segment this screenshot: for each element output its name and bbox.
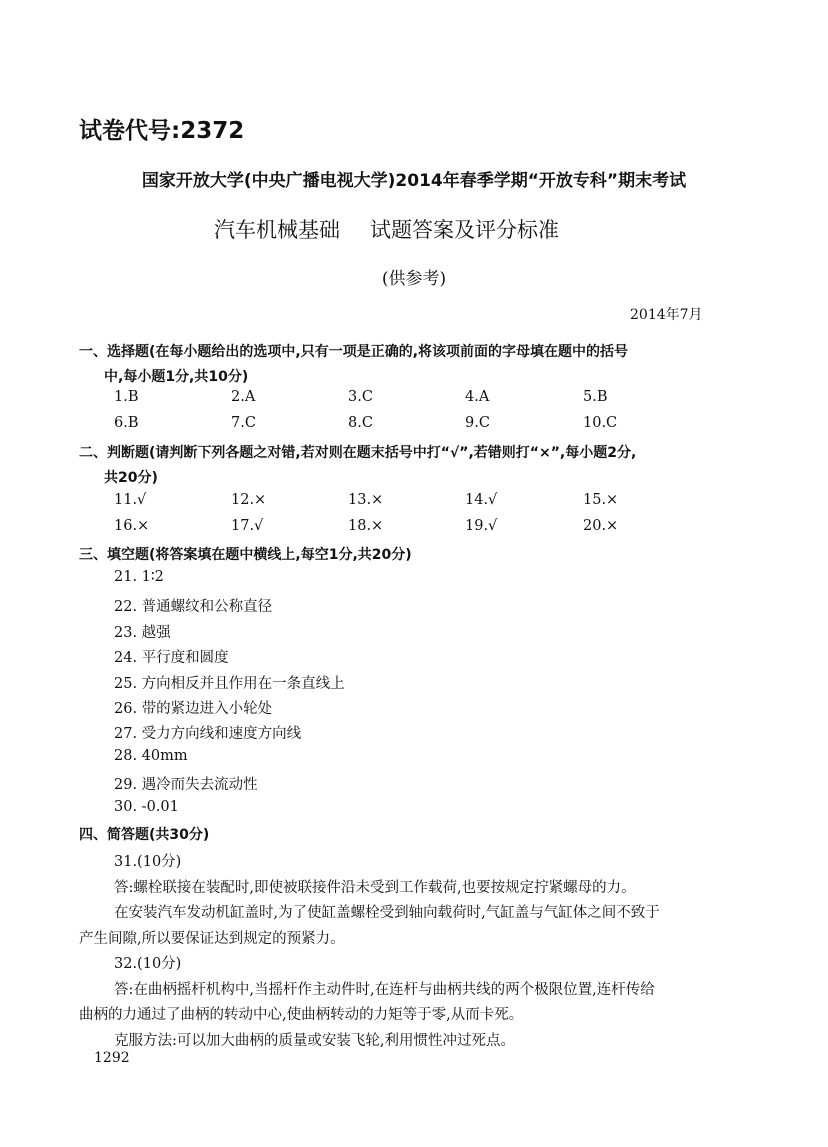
answer-item: 17.√ (231, 518, 264, 534)
question-31-answer: 答:螺栓联接在装配时,即使被联接件沿未受到工作载荷,也要按规定拧紧螺母的力。 (114, 880, 636, 896)
answer-item: 5.B (583, 389, 608, 405)
section2-heading: 二、判断题(请判断下列各题之对错,若对则在题末括号中打“√”,若错则打“×”,每小题2分, (79, 445, 637, 461)
answer-row (114, 518, 734, 544)
fill-answer: 29. 遇冷而失去流动性 (114, 777, 258, 793)
section1-answer-grid (114, 389, 734, 441)
answer-row (114, 389, 734, 415)
document-type: 试题答案及评分标准 (370, 218, 559, 242)
question-31-paragraph: 在安装汽车发动机缸盖时,为了使缸盖螺栓受到轴向载荷时,气缸盖与气缸体之间不致于 (114, 905, 660, 921)
question-32-method: 克服方法:可以加大曲柄的质量或安装飞轮,利用惯性冲过死点。 (114, 1033, 515, 1049)
answer-row (114, 492, 734, 518)
answer-item: 12.× (231, 492, 267, 508)
question-32-label: 32.(10分) (114, 956, 182, 972)
answer-item: 9.C (465, 415, 490, 431)
section1-heading-cont: 中,每小题1分,共10分) (104, 369, 249, 385)
fill-answer: 24. 平行度和圆度 (114, 650, 229, 666)
section4-heading: 四、简答题(共30分) (79, 827, 210, 843)
answer-item: 11.√ (114, 492, 147, 508)
answer-item: 3.C (348, 389, 373, 405)
answer-item: 10.C (583, 415, 618, 431)
subject-name: 汽车机械基础 (214, 218, 340, 242)
section2-heading-cont: 共20分) (104, 470, 158, 486)
fill-answer: 23. 越强 (114, 625, 171, 641)
section1-heading: 一、选择题(在每小题给出的选项中,只有一项是正确的,将该项前面的字母填在题中的括号 (79, 344, 629, 360)
fill-answer: 22. 普通螺纹和公称直径 (114, 599, 273, 615)
answer-item: 8.C (348, 415, 373, 431)
document-title (214, 214, 559, 244)
answer-item: 14.√ (465, 492, 498, 508)
answer-item: 2.A (231, 389, 256, 405)
fill-answer: 25. 方向相反并且作用在一条直线上 (114, 676, 345, 692)
answer-item: 1.B (114, 389, 139, 405)
answer-item: 7.C (231, 415, 256, 431)
answer-item: 13.× (348, 492, 384, 508)
question-32-answer: 答:在曲柄摇杆机构中,当摇杆作主动件时,在连杆与曲柄共线的两个极限位置,连杆传给 (114, 982, 655, 998)
section3-heading: 三、填空题(将答案填在题中横线上,每空1分,共20分) (79, 547, 412, 563)
answer-row (114, 415, 734, 441)
answer-item: 16.× (114, 518, 150, 534)
question-31-label: 31.(10分) (114, 854, 182, 870)
exam-date: 2014年7月 (630, 307, 703, 323)
paper-code: 试卷代号:2372 (79, 118, 245, 144)
section2-answer-grid (114, 492, 734, 544)
question-32-answer-cont: 曲柄的力通过了曲柄的转动中心,使曲柄转动的力矩等于零,从而卡死。 (79, 1007, 524, 1023)
fill-answer: 26. 带的紧边进入小轮处 (114, 701, 273, 717)
reference-note: (供参考) (381, 269, 447, 289)
fill-answer: 28. 40mm (114, 748, 188, 764)
exam-title: 国家开放大学(中央广播电视大学)2014年春季学期“开放专科”期末考试 (141, 171, 687, 191)
fill-answer: 27. 受力方向线和速度方向线 (114, 726, 302, 742)
answer-item: 6.B (114, 415, 139, 431)
answer-item: 4.A (465, 389, 490, 405)
answer-item: 20.× (583, 518, 619, 534)
answer-item: 19.√ (465, 518, 498, 534)
page-number: 1292 (94, 1050, 130, 1066)
answer-item: 18.× (348, 518, 384, 534)
question-31-paragraph-cont: 产生间隙,所以要保证达到规定的预紧力。 (79, 931, 345, 947)
answer-item: 15.× (583, 492, 619, 508)
fill-answer: 30. -0.01 (114, 799, 179, 815)
fill-answer: 21. 1∶2 (114, 569, 164, 585)
